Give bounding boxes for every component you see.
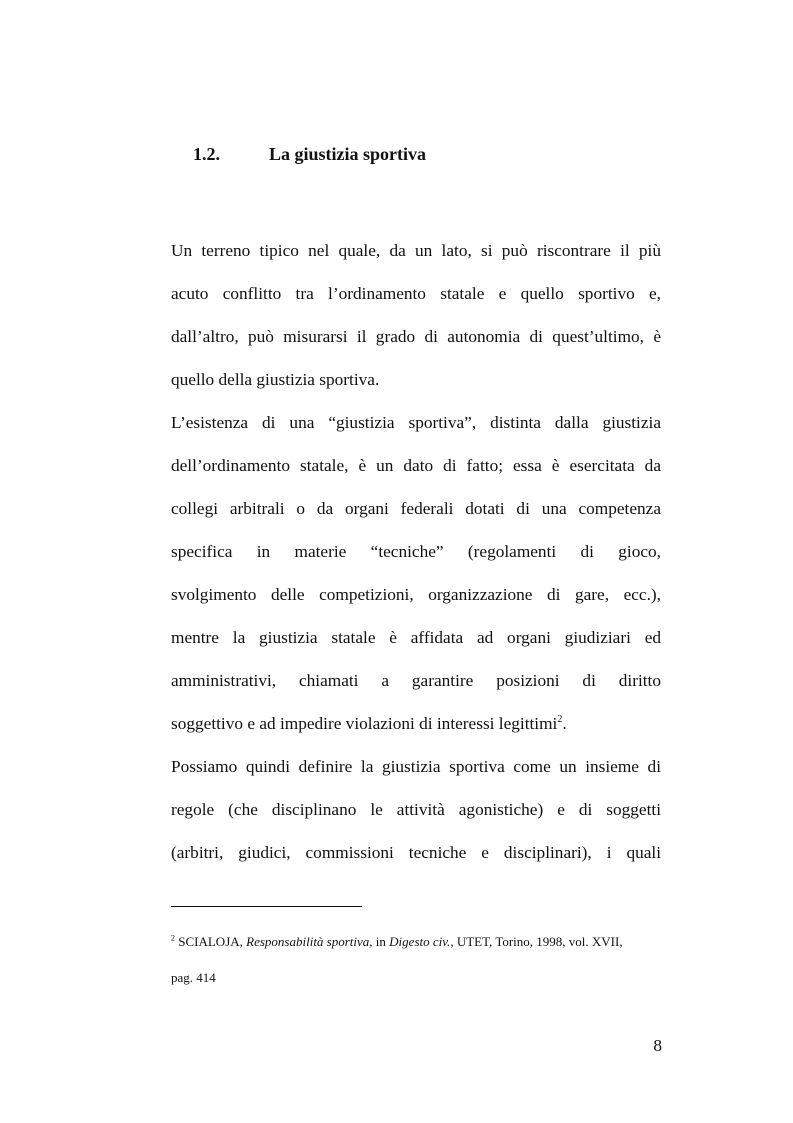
- body-line: regole (che disciplinano le attività agonistiche) e di soggetti: [171, 800, 661, 819]
- body-line: Possiamo quindi definire la giustizia sportiva come un insieme di: [171, 757, 661, 776]
- body-line: collegi arbitrali o da organi federali dotati di una competenza: [171, 499, 661, 518]
- body-line: mentre la giustizia statale è affidata ad organi giudiziari ed: [171, 628, 661, 647]
- body-line-text: soggettivo e ad impedire violazioni di interessi legittimi: [171, 714, 558, 733]
- body-line: amministrativi, chiamati a garantire posizioni di diritto: [171, 671, 661, 690]
- body-line: (arbitri, giudici, commissioni tecniche e disciplinari), i quali: [171, 843, 661, 862]
- body-line: quello della giustizia sportiva.: [171, 370, 380, 389]
- footnote-page: pag. 414: [171, 970, 216, 985]
- section-heading: [193, 144, 426, 165]
- footnote-connector: , in: [369, 934, 390, 949]
- sentence-period: .: [562, 714, 567, 733]
- page-number: 8: [653, 1036, 662, 1055]
- body-line: dell’ordinamento statale, è un dato di fatto; essa è esercitata da: [171, 456, 661, 475]
- footnote-reference[interactable]: 2: [557, 714, 563, 726]
- footnote-details: , UTET, Torino, 1998, vol. XVII,: [450, 934, 623, 949]
- footnote-source: Digesto civ.: [389, 934, 451, 949]
- footnote-author: SCIALOJA,: [178, 934, 247, 949]
- body-line: acuto conflitto tra l’ordinamento statale e quello sportivo e,: [171, 284, 661, 303]
- footnote-text: [171, 934, 623, 950]
- body-line: L’esistenza di una “giustizia sportiva”, distinta dalla giustizia: [171, 413, 661, 432]
- section-number: 1.2.: [193, 144, 220, 164]
- body-line: [171, 713, 661, 735]
- footnote-title: Responsabilità sportiva: [246, 934, 370, 949]
- body-line: specifica in materie “tecniche” (regolamenti di gioco,: [171, 542, 661, 561]
- section-title: La giustizia sportiva: [269, 144, 427, 164]
- body-line: dall’altro, può misurarsi il grado di autonomia di quest’ultimo, è: [171, 327, 661, 346]
- body-line: Un terreno tipico nel quale, da un lato, si può riscontrare il più: [171, 241, 661, 260]
- footnote-separator: [171, 906, 362, 907]
- footnote-marker: 2: [171, 933, 175, 943]
- body-line: svolgimento delle competizioni, organizzazione di gare, ecc.),: [171, 585, 661, 604]
